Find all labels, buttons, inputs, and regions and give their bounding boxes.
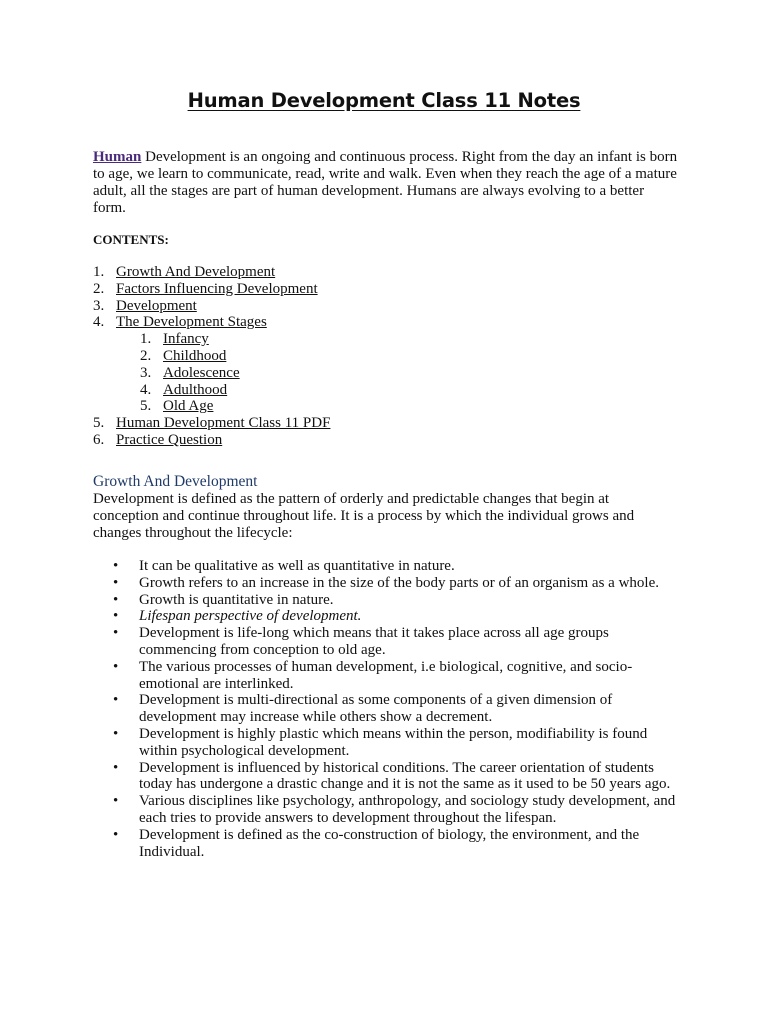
toc-link-infancy[interactable]: Infancy: [163, 331, 209, 348]
section-intro: Development is defined as the pattern of orderly and predictable changes that begin at conception and continue throughout life. It is a process by which the individual grows and changes throughout the lifecycle:: [93, 491, 635, 541]
bullet-icon: •: [113, 692, 119, 709]
section-heading: Growth And Development: [93, 473, 258, 490]
toc-link-childhood[interactable]: Childhood: [163, 347, 227, 364]
toc-link-adulthood[interactable]: Adulthood: [163, 381, 228, 398]
toc-number: 1.: [93, 264, 105, 280]
toc-link-old-age[interactable]: Old Age: [163, 398, 214, 415]
toc-link-practice-question[interactable]: Practice Question: [116, 431, 223, 448]
toc-number: 2.: [93, 280, 105, 297]
toc-sub-item: [140, 348, 330, 365]
toc-sub-number: 1.: [140, 331, 152, 348]
toc-sub-number: 3.: [140, 364, 152, 381]
toc-number: 3.: [93, 297, 105, 314]
toc-sub-number: 4.: [140, 381, 152, 398]
bullet-icon: •: [113, 574, 119, 591]
bullet-icon: •: [113, 591, 119, 608]
toc-sub-item: [140, 331, 330, 348]
bullet-icon: •: [113, 759, 119, 776]
toc-link-factors-influencing-development[interactable]: Factors Influencing Development: [116, 280, 318, 297]
bullet-icon: •: [113, 826, 119, 843]
intro-text: Development is an ongoing and continuous process. Right from the day an infant is born to age, we learn to communicate, read, write and walk. Even when they reach the age of a mature adult, all the stages are part of human development. Humans are always evolving to a better form.: [93, 149, 678, 216]
toc-number: 4.: [93, 314, 105, 331]
toc-number: 6.: [93, 431, 105, 448]
bullet-list: [93, 558, 678, 860]
toc-sub-item: [140, 365, 330, 382]
toc-sub-item: [140, 382, 330, 399]
bullet-text: Development is defined as the co-construction of biology, the environment, and the Individual.: [139, 826, 640, 860]
bullet-icon: •: [113, 658, 119, 675]
toc-item: [93, 298, 330, 315]
bullet-item: [93, 659, 678, 693]
bullet-icon: •: [113, 625, 119, 642]
contents-label: CONTENTS:: [93, 232, 169, 247]
bullet-item: [93, 625, 678, 659]
bullet-item: [93, 692, 678, 726]
toc-sub-number: 2.: [140, 347, 152, 364]
intro-paragraph: [93, 149, 678, 217]
toc-item: [93, 432, 330, 449]
toc-link-development[interactable]: Development: [116, 297, 197, 314]
toc-item: [93, 415, 330, 432]
toc-link-growth-and-development[interactable]: Growth And Development: [116, 264, 276, 280]
human-link[interactable]: Human: [93, 149, 142, 165]
toc-item: [93, 314, 330, 415]
toc-link-pdf[interactable]: Human Development Class 11 PDF: [116, 415, 331, 432]
toc-number: 5.: [93, 415, 105, 432]
bullet-item: [93, 760, 678, 794]
bullet-icon: •: [113, 558, 119, 574]
toc-link-adolescence[interactable]: Adolescence: [163, 364, 240, 381]
bullet-text: Development is life-long which means that it takes place across all age groups commencing from conception to old age.: [139, 625, 609, 658]
toc-sub-number: 5.: [140, 398, 152, 415]
toc-item: [93, 281, 330, 298]
bullet-text: The various processes of human development, i.e biological, cognitive, and socio-emotional are interlinked.: [139, 658, 633, 692]
bullet-item: [93, 726, 678, 760]
bullet-item: [93, 827, 678, 861]
bullet-text: Development is multi-directional as some components of a given dimension of development may increase while others show a decrement.: [139, 692, 613, 726]
bullet-text: Lifespan perspective of development.: [139, 608, 362, 625]
bullet-icon: •: [113, 608, 119, 625]
bullet-item: [93, 575, 678, 592]
toc-link-development-stages[interactable]: The Development Stages: [116, 314, 267, 331]
table-of-contents: [93, 264, 330, 449]
bullet-icon: •: [113, 725, 119, 742]
bullet-text: Development is highly plastic which means within the person, modifiability is found within psychological development.: [139, 725, 648, 759]
bullet-text: Development is influenced by historical conditions. The career orientation of students today has undergone a drastic change and it is not the same as it used to be 50 years ago.: [139, 759, 671, 793]
toc-item: [93, 264, 330, 281]
page-title: Human Development Class 11 Notes: [187, 89, 581, 112]
bullet-item: [93, 793, 678, 827]
bullet-text: Growth refers to an increase in the size of the body parts or of an organism as a whole.: [139, 574, 659, 591]
toc-sub-item: [140, 398, 330, 415]
bullet-item: [93, 592, 678, 609]
bullet-text: Growth is quantitative in nature.: [139, 591, 334, 608]
toc-sublist: [140, 331, 330, 415]
bullet-icon: •: [113, 793, 119, 810]
bullet-text: It can be qualitative as well as quantitative in nature.: [139, 558, 455, 574]
bullet-item: [93, 558, 678, 575]
bullet-text: Various disciplines like psychology, anthropology, and sociology study development, and each tries to provide answers to development throughout the lifespan.: [139, 793, 676, 826]
bullet-item: [93, 608, 678, 625]
